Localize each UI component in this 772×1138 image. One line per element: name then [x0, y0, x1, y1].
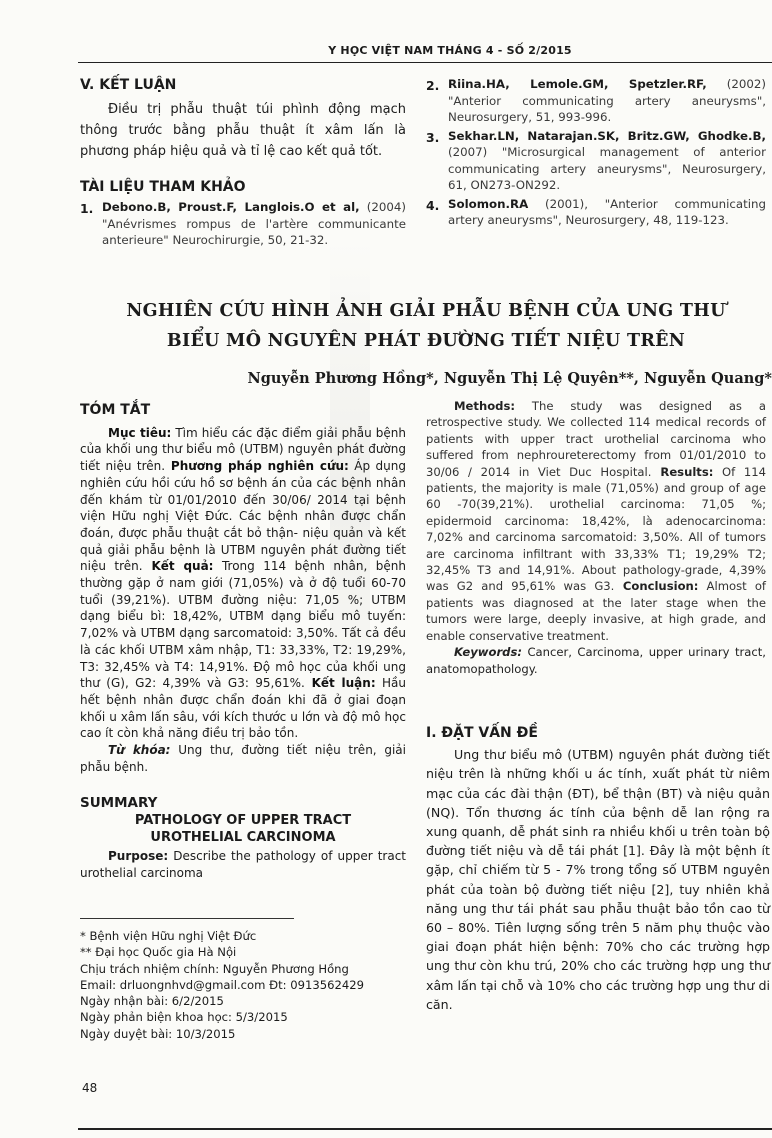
- conclusion-text: Điều trị phẫu thuật túi phình động mạch thông trước bằng phẫu thuật ít xâm lấn là phương pháp hiệu quả và tỉ lệ cao kết quả tốt.: [80, 102, 406, 159]
- reference-item: [426, 76, 766, 126]
- footnote-line: Ngày nhận bài: 6/2/2015: [80, 994, 224, 1009]
- reference-number: 3.: [426, 129, 440, 145]
- reference-details: (2002) "Anterior communicating artery aneurysms", Neurosurgery, 51, 993-996.: [448, 77, 766, 124]
- introduction-section: [426, 724, 770, 1014]
- article-title-line-2: BIỂU MÔ NGUYÊN PHÁT ĐƯỜNG TIẾT NIỆU TRÊN: [166, 331, 686, 351]
- keywords-line: [80, 742, 406, 775]
- summary-title-line-2: UROTHELIAL CARCINOMA: [150, 830, 336, 846]
- footnotes: [80, 928, 410, 1042]
- header-rule: [78, 62, 772, 63]
- keywords-label: Từ khóa:: [108, 743, 171, 758]
- results-label: Results:: [651, 464, 714, 479]
- conclusion-abstract-text: Hầu hết bệnh nhân được chẩn đoán khi đã ở giai đoạn khối u xâm lấn sâu, với kích thước u lớn và độ mô học cao ít còn khả năng điều trị bảo tồn.: [80, 676, 406, 741]
- references-continued: [426, 76, 766, 231]
- results-text: Of 114 patients, the majority is male (71,05%) and group of age 60 -70(39,21%). urothelial carcinoma: 71,05 %; epidermoid carcinoma: 18,42%, là adenocarcinoma: 7,02% and carcinoma sarcomatoid: 3,50%. All of tumors are carcinoma infiltrant with 33,33% T1; 19,29% T2; 32,45% T3 and 14,91%. About pathology-grade, 4,39% was G2 and 95,61% was G3.: [426, 464, 766, 594]
- reference-item: [426, 196, 766, 229]
- footnote-line: Email: drluongnhvd@gmail.com Đt: 0913562429: [80, 977, 364, 992]
- conclusion-heading: V. KẾT LUẬN: [80, 77, 177, 93]
- purpose-label: Purpose:: [108, 849, 169, 864]
- method-text: Áp dụng nghiên cứu hồi cứu hồ sơ bệnh án của các bệnh nhân đến khám từ 01/01/2010 đến 30/06/ 2014 tại bệnh viện Hữu nghị Việt Đức. Các bệnh nhân được chẩn đoán, được phẫu thuật cắt bỏ thận- niệu quản và kết quả giải phẫu bệnh là UTBM nguyên phát đường tiết niệu trên.: [80, 459, 406, 574]
- methods-label: Methods:: [454, 399, 515, 413]
- summary-title-line-1: PATHOLOGY OF UPPER TRACT: [134, 813, 352, 829]
- reference-details: (2007) "Microsurgical management of anterior communicating artery aneurysms", Neurosurgery, 61, ON273-ON292.: [448, 145, 766, 192]
- methods-text: The study was designed as a retrospective study. We collected 114 medical records of patients with upper tract urothelial carcinoma who suffered from nephroureterectomy from 01/01/2010 to 30/06 / 2014 in Viet Duc Hospital.: [426, 399, 766, 479]
- summary-title: [80, 812, 406, 846]
- conclusion-en-text: Almost of patients was diagnosed at the later stage when the tumors were large, deeply invasive, at high grade, and enable conservative treatment.: [426, 579, 766, 643]
- objective-label: Mục tiêu:: [108, 425, 172, 440]
- english-abstract-body: [426, 398, 766, 644]
- footnote-line: Ngày phản biện khoa học: 5/3/2015: [80, 1010, 288, 1025]
- abstract-english: [426, 398, 766, 677]
- introduction-text: Ung thư biểu mô (UTBM) nguyên phát đường tiết niệu trên là những khối u ác tính, xuất phát từ niêm mạc của các đài thận (ĐT), bể thận (BT) và niệu quản (NQ). Tổn thương ác tính của bệnh dễ lan rộng ra xung quanh, dễ phát sinh ra nhiều khối u trên toàn bộ đường tiết niệu và dễ tái phát [1]. Đây là một bệnh ít gặp, chỉ chiếm từ 5 - 7% trong tổng số UTBM nguyên phát của toàn bộ đường tiết niệu [2], tuy nhiên khả năng ung thư tái phát sau phẫu thuật bảo tồn cao từ 60 – 80%. Tiên lượng sống trên 5 năm phụ thuộc vào giai đoạn phát hiện bệnh: 70% cho các trường hợp ung thư còn khu trú, 20% cho các trường hợp ung thư xâm lấn tại chỗ và 10% cho các trường hợp ung thư di căn.: [426, 747, 770, 1012]
- summary-purpose: [80, 848, 406, 881]
- article-title: [80, 296, 772, 356]
- article-authors: Nguyễn Phương Hồng*, Nguyễn Thị Lệ Quyên**, Nguyễn Quang*: [247, 370, 772, 387]
- reference-authors: Sekhar.LN, Natarajan.SK, Britz.GW, Ghodke.B,: [448, 128, 766, 143]
- result-label: Kết quả:: [142, 559, 214, 574]
- english-keywords-text: Cancer, Carcinoma, upper urinary tract, anatomopathology.: [426, 645, 766, 676]
- keywords-text: Ung thư, đường tiết niệu trên, giải phẫu bệnh.: [80, 743, 406, 774]
- english-keywords-label: Keywords:: [454, 645, 522, 660]
- abstract-heading: TÓM TẮT: [80, 402, 151, 418]
- abstract-vietnamese: [80, 402, 406, 882]
- reference-details: (2004) "Anévrismes rompus de l'artère communicante anterieure" Neurochirurgie, 50, 21-32.: [102, 200, 406, 247]
- reference-item: [80, 199, 406, 249]
- reference-number: 2.: [426, 78, 440, 93]
- conclusion-en-label: Conclusion:: [614, 579, 699, 594]
- reference-authors: Riina.HA, Lemole.GM, Spetzler.RF,: [448, 77, 707, 91]
- reference-number: 4.: [426, 197, 440, 213]
- abstract-body: [80, 425, 406, 742]
- result-text: Trong 114 bệnh nhân, bệnh thường gặp ở nam giới (71,05%) và ở độ tuổi 60-70 tuổi (39,21%). UTBM đường niệu: 71,05 %; UTBM dạng biểu bì: 18,42%, UTBM dạng biểu mô tuyến: 7,02% và UTBM dạng sarcomatoid: 3,50%. Tất cả đều là các khối UTBM xâm nhập, T1: 33,33%, T2: 19,29%, T3: 32,45% và T4: 14,91%. Độ mô học của khối ung thư (G), G2: 4,39% và G3: 95,61%.: [80, 559, 406, 691]
- references-heading: TÀI LIỆU THAM KHẢO: [80, 179, 246, 195]
- conclusion-section: [80, 76, 406, 251]
- english-keywords: [426, 644, 766, 677]
- page-number: 48: [82, 1081, 98, 1095]
- footnote-line: ** Đại học Quốc gia Hà Nội: [80, 945, 237, 960]
- footnote-rule: [80, 918, 294, 919]
- reference-authors: Solomon.RA: [448, 196, 529, 211]
- method-label: Phương pháp nghiên cứu:: [165, 459, 349, 474]
- objective-text: Tìm hiểu các đặc điểm giải phẫu bệnh của khối ung thư biểu mô (UTBM) nguyên phát đường tiết niệu trên.: [80, 425, 407, 474]
- running-header: Y HỌC VIỆT NAM THÁNG 4 - SỐ 2/2015: [328, 44, 572, 57]
- footnote-line: Ngày duyệt bài: 10/3/2015: [80, 1026, 236, 1041]
- summary-heading: SUMMARY: [80, 795, 158, 812]
- reference-details: (2001), "Anterior communicating artery aneurysms", Neurosurgery, 48, 119-123.: [448, 196, 766, 227]
- reference-authors: Debono.B, Proust.F, Langlois.O et al,: [102, 200, 360, 214]
- reference-number: 1.: [80, 201, 94, 216]
- article-title-line-1: NGHIÊN CỨU HÌNH ẢNH GIẢI PHẪU BỆNH CỦA UNG THƯ: [126, 301, 726, 321]
- introduction-heading: I. ĐẶT VẤN ĐỀ: [426, 725, 538, 741]
- footnote-line: Chịu trách nhiệm chính: Nguyễn Phương Hồng: [80, 961, 349, 976]
- conclusion-label: Kết luận:: [304, 676, 376, 691]
- footnote-line: * Bệnh viện Hữu nghị Việt Đức: [80, 929, 257, 943]
- bottom-rule: [78, 1128, 772, 1130]
- purpose-text: Describe the pathology of upper tract urothelial carcinoma: [80, 849, 406, 880]
- reference-item: [426, 128, 766, 194]
